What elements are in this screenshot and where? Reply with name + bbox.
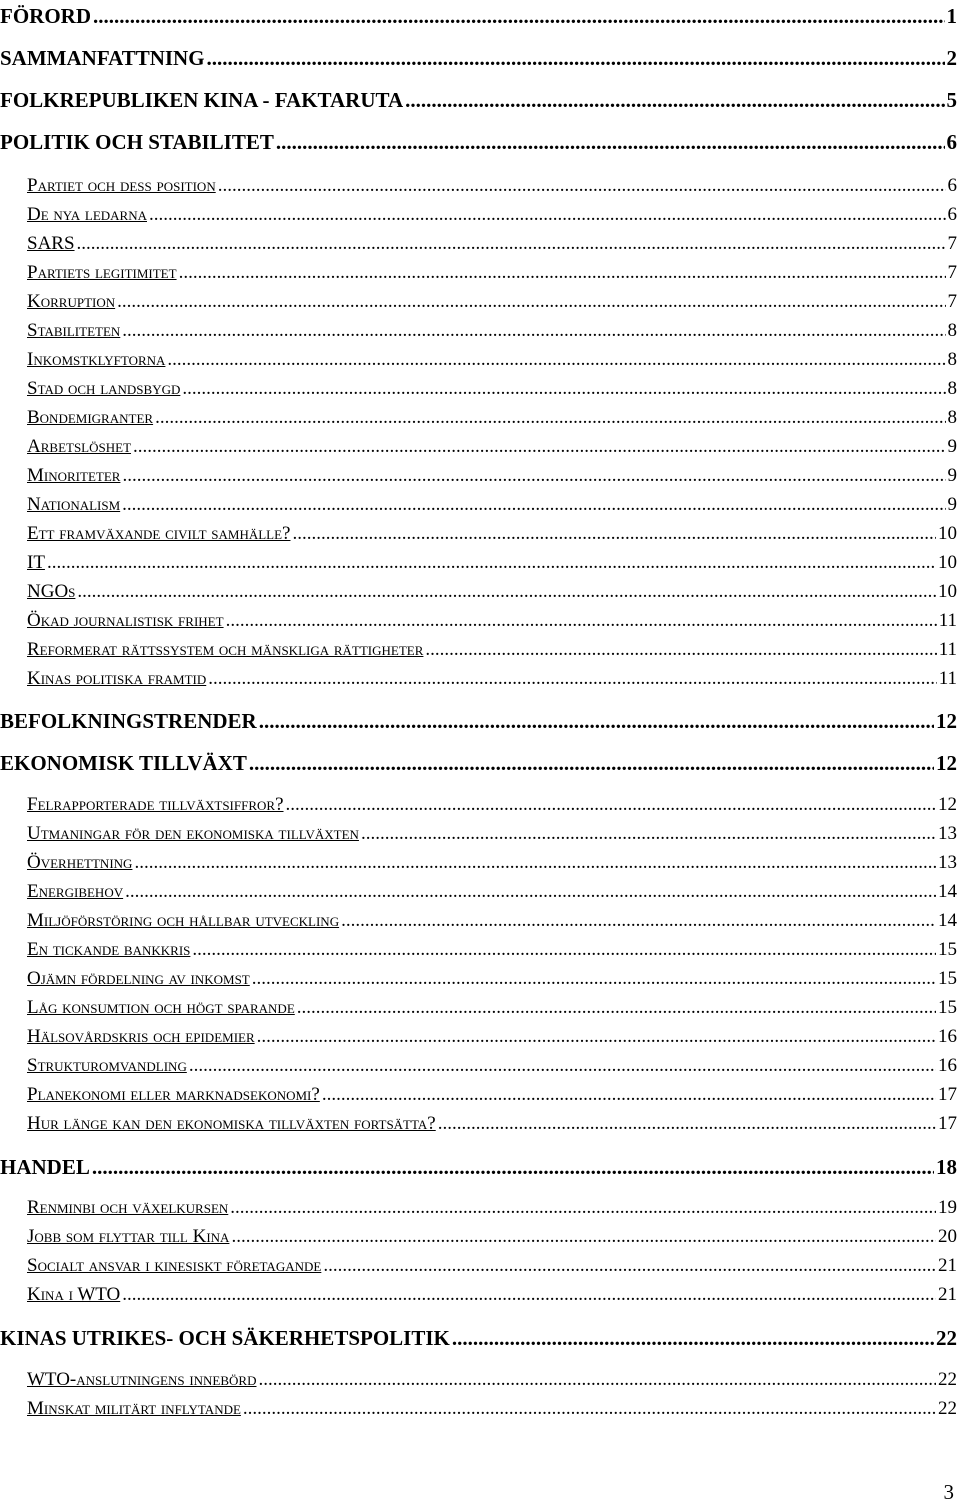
toc-entry[interactable] [0,407,957,429]
dot-leader [133,436,945,458]
toc-entry-page: 22 [938,1398,957,1419]
toc-entry-page: 15 [938,968,957,989]
dot-leader [276,130,945,155]
dot-leader [167,349,945,371]
toc-entry[interactable] [0,349,957,371]
toc-entry-title: POLITIK OCH STABILITET [0,130,274,154]
toc-entry-title: Strukturomvandling [27,1055,187,1076]
toc-entry-page: 8 [947,407,957,428]
dot-leader [226,610,937,632]
dot-leader [207,46,945,71]
toc-entry-title: KINAS UTRIKES- OCH SÄKERHETSPOLITIK [0,1326,450,1350]
toc-entry-title: Stad och landsbygd [27,378,181,399]
toc-entry[interactable] [0,1084,957,1106]
toc-entry-page: 8 [947,378,957,399]
toc-entry-title: Kinas politiska framtid [27,668,207,689]
toc-entry[interactable] [0,668,957,690]
dot-leader [259,1369,937,1391]
toc-entry[interactable] [0,910,957,932]
toc-entry[interactable] [0,852,957,874]
toc-entry[interactable] [0,46,957,71]
dot-leader [93,4,945,29]
dot-leader [218,175,946,197]
toc-entry-page: 8 [947,320,957,341]
toc-entry-page: 9 [947,465,957,486]
toc-entry-title: Nationalism [27,494,121,515]
toc-entry-title: Kina i WTO [27,1284,121,1305]
toc-entry[interactable] [0,1026,957,1048]
toc-entry-title: Ökad journalistisk frihet [27,610,224,631]
toc-entry[interactable] [0,1398,957,1420]
toc-entry-title: Arbetslöshet [27,436,132,457]
toc-entry-page: 21 [938,1284,957,1305]
dot-leader [252,968,936,990]
dot-leader [77,581,936,603]
toc-entry-page: 11 [938,610,957,631]
dot-leader [149,204,946,226]
toc-entry-page: 5 [946,88,957,112]
toc-entry[interactable] [0,262,957,284]
toc-entry-page: 14 [938,881,957,902]
toc-entry[interactable] [0,1197,957,1219]
toc-entry-title: IT [27,552,45,573]
toc-entry[interactable] [0,1113,957,1135]
toc-entry-page: 17 [938,1113,957,1134]
toc-entry-title: Ojämn fördelning av inkomst [27,968,250,989]
toc-entry-title: Minskat militärt inflytande [27,1398,241,1419]
toc-entry-page: 8 [947,349,957,370]
toc-entry-page: 9 [947,494,957,515]
dot-leader [122,494,945,516]
toc-entry-page: 13 [938,852,957,873]
toc-entry-page: 15 [938,939,957,960]
toc-entry-page: 21 [938,1255,957,1276]
toc-entry-title: Reformerat rättssystem och mänskliga rättigheter [27,639,424,660]
toc-entry[interactable] [0,88,957,113]
toc-entry-title: Planekonomi eller marknadsekonomi? [27,1084,320,1105]
toc-entry[interactable] [0,552,957,574]
toc-entry[interactable] [0,968,957,990]
toc-entry[interactable] [0,494,957,516]
toc-entry-title: Partiets legitimitet [27,262,177,283]
dot-leader [155,407,945,429]
dot-leader [77,233,946,255]
toc-entry-page: 11 [938,639,957,660]
dot-leader [134,852,936,874]
toc-entry[interactable] [0,581,957,603]
dot-leader [249,751,934,776]
toc-entry-page: 20 [938,1226,957,1247]
toc-entry-page: 22 [938,1369,957,1390]
toc-entry[interactable] [0,823,957,845]
toc-entry-page: 6 [946,130,957,154]
toc-entry-title: Låg konsumtion och högt sparande [27,997,295,1018]
toc-entry[interactable] [0,1326,957,1351]
toc-entry[interactable] [0,523,957,545]
toc-entry-title: De nya ledarna [27,204,147,225]
toc-entry[interactable] [0,1226,957,1248]
toc-entry[interactable] [0,751,957,776]
toc-entry-page: 10 [938,552,957,573]
toc-entry[interactable] [0,610,957,632]
dot-leader [323,1255,936,1277]
toc-entry[interactable] [0,1255,957,1277]
toc-entry-page: 15 [938,997,957,1018]
toc-entry[interactable] [0,175,957,197]
toc-entry-page: 7 [947,262,957,283]
dot-leader [297,997,936,1019]
dot-leader [125,881,936,903]
toc-entry-page: 9 [947,436,957,457]
toc-entry-title: Stabiliteten [27,320,121,341]
toc-entry-title: Bondemigranter [27,407,154,428]
toc-entry-page: 7 [947,233,957,254]
toc-entry-title: Hur länge kan den ekonomiska tillväxten fortsätta? [27,1113,436,1134]
dot-leader [286,794,936,816]
toc-entry-title: Överhettning [27,852,133,873]
toc-entry[interactable] [0,1155,957,1180]
toc-entry-title: Inkomstklyftorna [27,349,166,370]
dot-leader [189,1055,936,1077]
toc-entry[interactable] [0,291,957,313]
toc-entry-title: SAMMANFATTNING [0,46,205,70]
toc-entry-title: NGOs [27,581,76,602]
dot-leader [257,1026,936,1048]
toc-entry-page: 14 [938,910,957,931]
toc-entry-title: Korruption [27,291,116,312]
toc-entry-title: SARS [27,233,75,254]
toc-entry-page: 6 [947,204,957,225]
toc-entry[interactable] [0,4,957,29]
toc-entry[interactable] [0,1284,957,1306]
toc-entry-page: 18 [936,1155,957,1179]
toc-entry-page: 7 [947,291,957,312]
toc-entry-title: Utmaningar för den ekonomiska tillväxten [27,823,359,844]
toc-entry-title: FOLKREPUBLIKEN KINA - FAKTARUTA [0,88,404,112]
toc-entry-title: Ett framväxande civilt samhälle? [27,523,291,544]
dot-leader [322,1084,936,1106]
toc-entry[interactable] [0,639,957,661]
toc-entry[interactable] [0,233,957,255]
toc-entry-title: WTO-anslutningens innebörd [27,1369,257,1390]
toc-entry-title: BEFOLKNINGSTRENDER [0,709,257,733]
dot-leader [425,639,936,661]
toc-entry-page: 10 [938,581,957,602]
dot-leader [230,1197,936,1219]
toc-entry-title: Renminbi och växelkursen [27,1197,229,1218]
toc-entry-page: 16 [938,1026,957,1047]
toc-entry-page: 12 [936,709,957,733]
dot-leader [192,939,936,961]
toc-entry-title: En tickande bankkris [27,939,191,960]
toc-entry-title: Felrapporterade tillväxtsiffror? [27,794,284,815]
toc-entry-page: 16 [938,1055,957,1076]
dot-leader [292,523,936,545]
toc-entry-page: 17 [938,1084,957,1105]
toc-entry-title: Energibehov [27,881,124,902]
toc-entry-page: 10 [938,523,957,544]
toc-entry[interactable] [0,1055,957,1077]
toc-entry[interactable] [0,320,957,342]
toc-entry-page: 22 [936,1326,957,1350]
toc-entry-title: EKONOMISK TILLVÄXT [0,751,247,775]
dot-leader [361,823,936,845]
dot-leader [122,465,945,487]
dot-leader [243,1398,936,1420]
dot-leader [179,262,946,284]
toc-entry[interactable] [0,130,957,155]
toc-entry-page: 12 [936,751,957,775]
page-number: 3 [943,1480,954,1504]
toc-entry[interactable] [0,881,957,903]
dot-leader [47,552,936,574]
toc-entry[interactable] [0,794,957,816]
toc-entry-title: Socialt ansvar i kinesiskt företagande [27,1255,322,1276]
dot-leader [182,378,945,400]
toc-entry[interactable] [0,1369,957,1391]
toc-entry-page: 12 [938,794,957,815]
dot-leader [231,1226,936,1248]
toc-entry-title: HANDEL [0,1155,90,1179]
toc-entry[interactable] [0,378,957,400]
toc-entry[interactable] [0,465,957,487]
dot-leader [122,320,945,342]
dot-leader [208,668,936,690]
toc-entry-page: 6 [947,175,957,196]
toc-entry-title: Miljöförstöring och hållbar utveckling [27,910,340,931]
toc-entry-page: 13 [938,823,957,844]
dot-leader [92,1155,934,1180]
toc-entry-page: 1 [946,4,957,28]
toc-entry-title: Minoriteter [27,465,121,486]
toc-entry-title: FÖRORD [0,4,91,28]
toc-entry[interactable] [0,997,957,1019]
dot-leader [122,1284,936,1306]
toc-entry[interactable] [0,204,957,226]
dot-leader [117,291,945,313]
toc-entry[interactable] [0,709,957,734]
toc-entry-title: Partiet och dess position [27,175,216,196]
toc-entry-page: 2 [946,46,957,70]
dot-leader [405,88,944,113]
dot-leader [341,910,936,932]
dot-leader [438,1113,936,1135]
dot-leader [452,1326,934,1351]
toc-entry[interactable] [0,939,957,961]
toc-entry[interactable] [0,436,957,458]
toc-entry-page: 11 [938,668,957,689]
toc-entry-title: Jobb som flyttar till Kina [27,1226,230,1247]
toc-entry-title: Hälsovårdskris och epidemier [27,1026,255,1047]
dot-leader [259,709,934,734]
toc-entry-page: 19 [938,1197,957,1218]
